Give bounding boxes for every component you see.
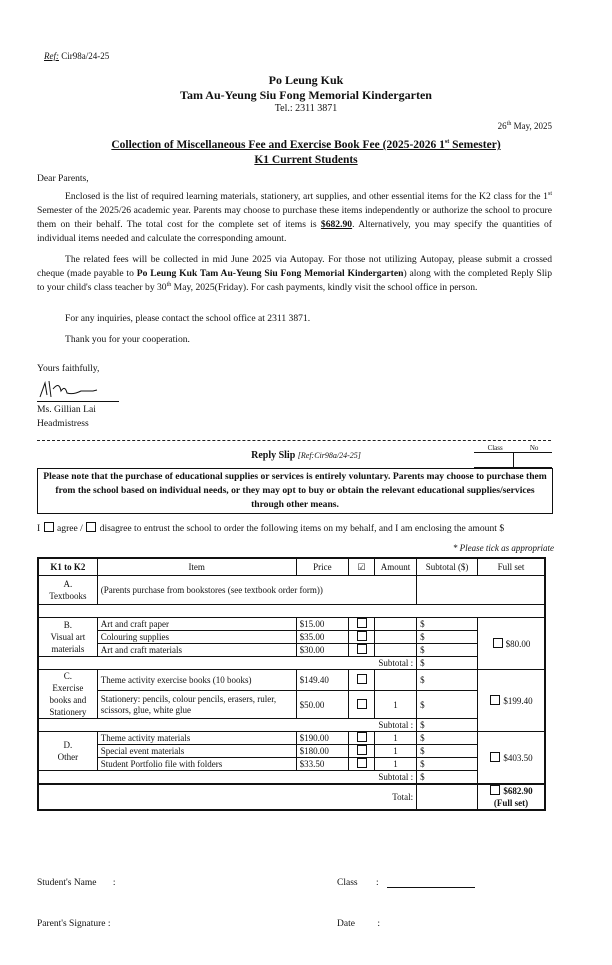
table-row: Special event materials $180.00 1 $: [38, 745, 545, 758]
document-subtitle: K1 Current Students: [254, 154, 358, 166]
full-set-checkbox[interactable]: [490, 752, 500, 762]
ref-value: Cir98a/24-25: [61, 51, 110, 61]
item-checkbox[interactable]: [357, 644, 367, 654]
full-set-c: $199.40: [477, 670, 545, 732]
item-checkbox[interactable]: [357, 732, 367, 742]
table-header: K1 to K2 Item Price ☑ Amount Subtotal ($) Full set: [38, 558, 545, 576]
total-row: Total: $682.90 (Full set): [38, 784, 545, 810]
table-row: Student Portfolio file with folders $33.50 1 $: [38, 758, 545, 771]
voluntary-notice: Please note that the purchase of educational supplies or services is entirely voluntary. Parents may choose to purchase them from the school based on individual needs, or they may opt to buy or obtain the relevant educational supplies/services through other means.: [37, 468, 553, 514]
paragraph-3: For any inquiries, please contact the school office at 2311 3871.: [65, 313, 311, 324]
full-set-b: $80.00: [477, 618, 545, 670]
full-set-d: $403.50: [477, 732, 545, 785]
cut-line: [37, 440, 551, 441]
handwritten-signature-icon: [37, 377, 119, 401]
item-checkbox[interactable]: [357, 631, 367, 641]
parent-signature-field[interactable]: Parent's Signature :: [37, 919, 111, 929]
full-set-checkbox[interactable]: [490, 695, 500, 705]
total-field[interactable]: [417, 784, 478, 810]
amount-field[interactable]: [374, 631, 416, 644]
table-row: B. Visual art materials Art and craft paper $15.00 $ $80.00: [38, 618, 545, 631]
paragraph-2: The related fees will be collected in mid June 2025 via Autopay. For those not utilizing Autopay, please submit a crossed cheque (made payable to Po Leung Kuk Tam Au-Yeung Siu Fong Memorial Kindergarten) along with the completed Reply Slip to your child's class teacher by 30th May, 2025(Friday). For cash payments, kindly visit the school office in person.: [37, 254, 552, 293]
amount-field[interactable]: 1: [374, 758, 416, 771]
total-cost: $682.90: [320, 219, 353, 230]
document-title: Collection of Miscellaneous Fee and Exercise Book Fee (2025-2026 1st Semester): [111, 139, 501, 151]
textbook-note: (Parents purchase from bookstores (see textbook order form)): [97, 576, 416, 605]
full-set-total-checkbox[interactable]: [490, 785, 500, 795]
amount-field[interactable]: 1: [374, 691, 416, 719]
letter-date: 26th May, 2025: [497, 121, 552, 131]
amount-field[interactable]: [374, 644, 416, 657]
no-field[interactable]: [514, 453, 553, 467]
student-name-field[interactable]: Student's Name :: [37, 878, 116, 888]
salutation: Dear Parents,: [37, 173, 89, 184]
closing: Yours faithfully,: [37, 363, 100, 374]
section-a-row: A. Textbooks (Parents purchase from bookstores (see textbook order form)): [38, 576, 545, 605]
agree-checkbox[interactable]: [44, 522, 54, 532]
school-tel: Tel.: 2311 3871: [274, 103, 338, 114]
class-underline: [387, 878, 475, 888]
item-checkbox[interactable]: [357, 745, 367, 755]
subtotal-row: Subtotal : $: [38, 771, 545, 785]
class-field-footer[interactable]: Class :: [337, 878, 475, 888]
item-checkbox[interactable]: [357, 758, 367, 768]
disagree-checkbox[interactable]: [86, 522, 96, 532]
subtotal-row: Subtotal : $: [38, 719, 545, 732]
fee-table: [37, 557, 546, 811]
amount-field[interactable]: 1: [374, 732, 416, 745]
table-row: D. Other Theme activity materials $190.00 1 $ $403.50: [38, 732, 545, 745]
signer-name: Ms. Gillian Lai: [37, 404, 96, 415]
table-row: Stationery: pencils, colour pencils, erasers, ruler, scissors, glue, white glue $50.00 1 $: [38, 691, 545, 719]
class-no-box: Class No: [474, 444, 552, 468]
amount-field[interactable]: [374, 618, 416, 631]
class-field[interactable]: [474, 453, 514, 467]
reference-number: [44, 51, 109, 61]
reply-slip-title: Reply Slip [Ref:Cir98a/24-25]: [251, 450, 361, 461]
school-name: Tam Au-Yeung Siu Fong Memorial Kindergarten: [180, 88, 432, 102]
ref-label: Ref:: [44, 51, 59, 61]
agreement-statement: I agree / disagree to entrust the school to order the following items on my behalf, and I am enclosing the amount $: [37, 523, 505, 534]
cheque-payee: Po Leung Kuk Tam Au-Yeung Siu Fong Memorial Kindergarten: [136, 268, 404, 279]
paragraph-1: Enclosed is the list of required learning materials, stationery, art supplies, and other essential items for the K2 class for the 1st Semester of the 2025/26 academic year. Parents may choose to purchase these items independently or authorize the school to procure them on their behalf. The total cost for the complete set of items is $682.90. Alternatively, you may specify the quantities of individual items needed and calculate the corresponding amount.: [37, 190, 552, 244]
table-row: Colouring supplies $35.00 $: [38, 631, 545, 644]
item-checkbox[interactable]: [357, 674, 367, 684]
full-set-checkbox[interactable]: [493, 638, 503, 648]
tick-header-icon: ☑: [349, 558, 375, 576]
tick-note: * Please tick as appropriate: [452, 543, 554, 553]
table-row: C. Exercise books and Stationery Theme activity exercise books (10 books) $149.40 $ $199.40: [38, 670, 545, 691]
item-checkbox[interactable]: [357, 699, 367, 709]
signature-image: [37, 377, 119, 402]
item-checkbox[interactable]: [357, 618, 367, 628]
paragraph-4: Thank you for your cooperation.: [65, 334, 190, 345]
subtotal-row: Subtotal : $: [38, 657, 545, 670]
table-row: Art and craft materials $30.00 $: [38, 644, 545, 657]
amount-field[interactable]: 1: [374, 745, 416, 758]
org-name: Po Leung Kuk: [268, 73, 344, 87]
signer-title: Headmistress: [37, 418, 89, 429]
full-set-total: $682.90 (Full set): [477, 784, 545, 810]
date-field[interactable]: Date :: [337, 919, 380, 929]
amount-field[interactable]: [374, 670, 416, 691]
